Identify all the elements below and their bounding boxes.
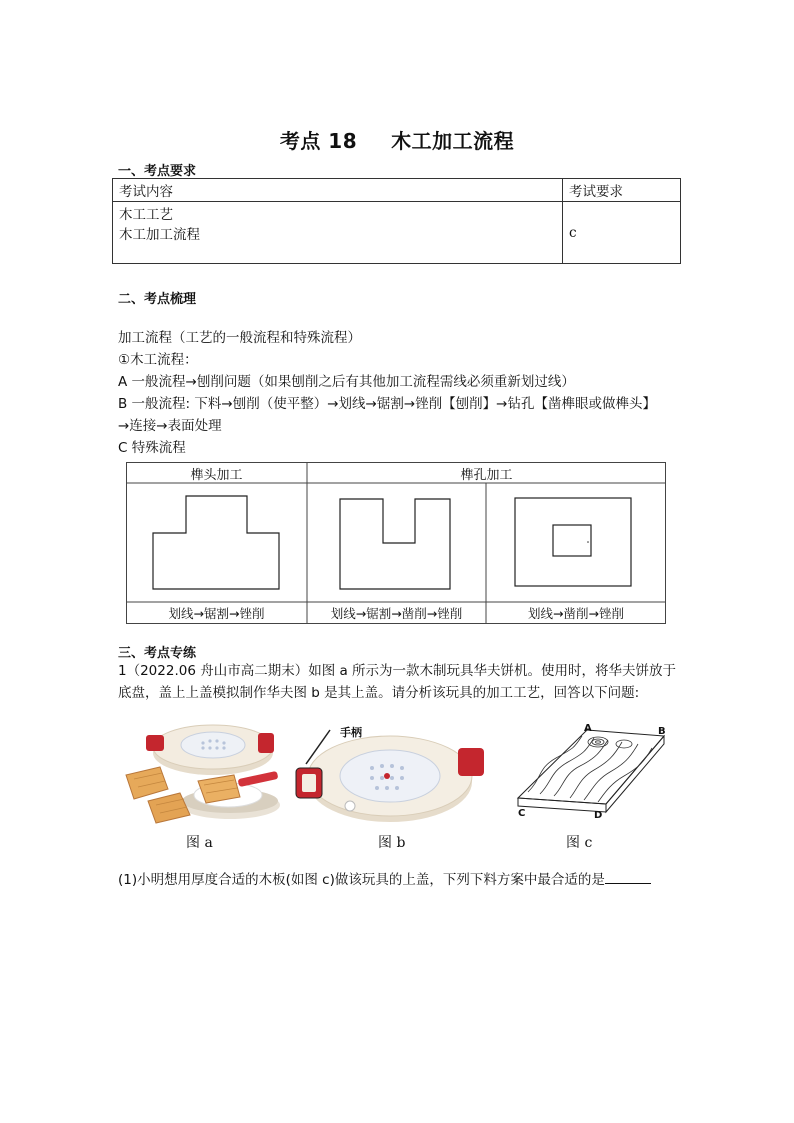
figure-c-image bbox=[512, 728, 672, 818]
table-cell-req: c bbox=[563, 202, 681, 264]
figure-a-label: 图 a bbox=[186, 835, 213, 851]
flow-line-4: B 一般流程: 下料→刨削（使平整）→划线→锯割→锉削【刨削】→钻孔【凿榫眼或做榫头】 bbox=[118, 396, 656, 412]
process-diagram-svg bbox=[126, 462, 666, 624]
title-main: 木工加工流程 bbox=[391, 129, 515, 153]
figure-a-image bbox=[118, 715, 283, 827]
table-content-line1: 木工工艺 bbox=[119, 207, 173, 223]
corner-d-label: D bbox=[594, 810, 603, 821]
tenon-shape bbox=[153, 496, 279, 589]
figure-c-label: 图 c bbox=[566, 835, 593, 851]
figure-b-label: 图 b bbox=[378, 835, 406, 851]
handle-label: 手柄 bbox=[340, 726, 362, 739]
flow-line-5: →连接→表面处理 bbox=[118, 418, 222, 434]
corner-a-label: A bbox=[584, 723, 592, 734]
section2-heading: 二、考点梳理 bbox=[118, 292, 197, 307]
process-diagram bbox=[126, 462, 666, 624]
corner-b-label: B bbox=[658, 726, 666, 737]
caption-1: 划线→锯割→锉削 bbox=[168, 606, 265, 621]
title-prefix: 考点 18 bbox=[279, 129, 358, 153]
flow-line-3: A 一般流程→刨削问题（如果刨削之后有其他加工流程需线必须重新划过线） bbox=[118, 374, 575, 390]
section3-heading: 三、考点专练 bbox=[118, 646, 197, 661]
table-cell-content bbox=[113, 202, 563, 264]
page-title bbox=[0, 125, 794, 154]
q1-line-1: 1（2022.06 舟山市高二期末）如图 a 所示为一款木制玩具华夫饼机。使用时，将华夫饼放于 bbox=[118, 663, 677, 679]
table-header-req: 考试要求 bbox=[563, 179, 681, 202]
open-mortise-shape bbox=[340, 499, 450, 589]
sub-question-1-text: (1)小明想用厚度合适的木板(如图 c)做该玩具的上盖，下列下料方案中最合适的是 bbox=[118, 872, 605, 888]
figure-b-image bbox=[290, 718, 490, 830]
sub-question-1 bbox=[118, 869, 651, 891]
section1-heading: 一、考点要求 bbox=[118, 164, 197, 179]
caption-3: 划线→凿削→锉削 bbox=[528, 606, 624, 621]
flow-line-2: ①木工流程： bbox=[118, 352, 198, 368]
flow-line-6: C 特殊流程 bbox=[118, 440, 186, 456]
table-content-line2: 木工加工流程 bbox=[119, 227, 200, 243]
tenon-header: 榫头加工 bbox=[190, 468, 243, 483]
flow-line-1: 加工流程（工艺的一般流程和特殊流程） bbox=[118, 330, 361, 346]
question-1 bbox=[118, 660, 676, 704]
closed-mortise-outer bbox=[515, 498, 631, 586]
flow-intro bbox=[118, 327, 656, 459]
corner-c-label: C bbox=[518, 808, 526, 819]
table-header-content: 考试内容 bbox=[113, 179, 563, 202]
requirements-table bbox=[112, 178, 681, 264]
closed-mortise-inner bbox=[553, 525, 591, 556]
q1-line-2: 底盘，盖上上盖模拟制作华夫图 b 是其上盖。请分析该玩具的加工工艺，回答以下问题: bbox=[118, 685, 640, 701]
answer-blank[interactable] bbox=[605, 869, 651, 884]
mortise-header: 榫孔加工 bbox=[460, 468, 513, 483]
caption-2: 划线→锯割→凿削→锉削 bbox=[330, 606, 463, 621]
